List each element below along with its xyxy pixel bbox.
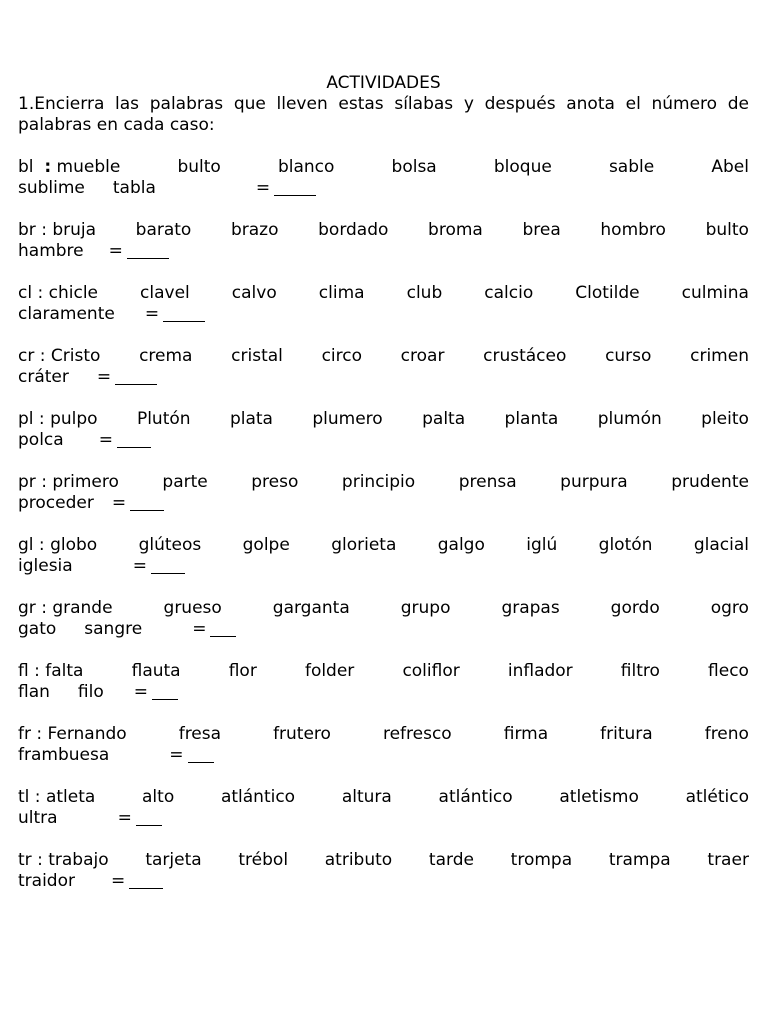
word[interactable]: trabajo [48,850,109,870]
answer-slot [111,871,163,892]
syllable-group [18,220,749,262]
word[interactable]: filo [77,682,104,702]
word[interactable]: iglesia [18,556,73,576]
word[interactable]: club [406,283,443,303]
syllable: pl [18,409,34,429]
answer-slot [118,808,162,829]
syllable-label [18,409,98,430]
syllable-group [18,535,749,577]
word[interactable]: calcio [484,283,534,303]
word[interactable]: glorieta [331,535,397,555]
word[interactable]: ultra [18,808,58,828]
word[interactable]: gato [18,619,57,639]
word[interactable]: planta [504,409,559,429]
answer-slot [109,241,169,262]
word[interactable]: flan [18,682,50,702]
equals-sign: = [132,556,147,576]
word[interactable]: fritura [600,724,653,744]
syllable-label [18,850,109,871]
syllable: cr [18,346,35,366]
word[interactable]: culmina [681,283,749,303]
syllable-separator: : [39,346,46,366]
word[interactable]: trompa [510,850,573,870]
equals-sign: = [111,493,127,513]
word[interactable]: bordado [318,220,389,240]
answer-blank[interactable] [127,243,169,259]
word[interactable]: fleco [708,661,749,681]
word-line [18,157,749,178]
word[interactable]: folder [304,661,355,681]
syllable: fr [18,724,31,744]
syllable-group [18,724,749,766]
syllable-separator: : [41,598,47,618]
word[interactable]: globo [50,535,98,555]
word[interactable]: clima [318,283,365,303]
word[interactable]: barato [135,220,192,240]
word[interactable]: bolsa [391,157,437,177]
word[interactable]: atributo [324,850,393,870]
equals-sign: = [192,619,207,639]
equals-sign: = [110,871,126,891]
word[interactable]: cristal [231,346,283,366]
word-line [18,220,749,241]
syllable-label [18,535,97,556]
word[interactable]: bloque [493,157,552,177]
syllable: tl [18,787,30,807]
word[interactable]: hombro [600,220,666,240]
syllable-label [18,220,96,241]
equals-sign: = [133,682,148,702]
word[interactable]: bulto [177,157,221,177]
word[interactable]: Plutón [136,409,191,429]
page-title: ACTIVIDADES [326,73,441,93]
answer-slot [134,682,178,703]
syllable-label [18,346,100,367]
answer-blank[interactable] [210,621,236,637]
word[interactable]: traidor [18,871,75,891]
syllable: br [18,220,36,240]
answer-slot [133,556,185,577]
answer-slot [256,178,316,199]
word[interactable]: glacial [693,535,749,555]
syllable-group [18,157,749,199]
syllable: bl [18,157,34,177]
syllable-group [18,472,749,514]
word[interactable]: crimen [690,346,749,366]
syllable-group [18,409,749,451]
equals-sign: = [144,304,160,324]
word[interactable]: crustáceo [483,346,567,366]
word-line-continued [18,367,749,388]
word[interactable]: preso [251,472,299,492]
word[interactable]: fresa [178,724,222,744]
word[interactable]: glúteos [138,535,202,555]
word-line-continued [18,493,749,514]
word-line [18,346,749,367]
word[interactable]: coliflor [402,661,460,681]
syllable-group [18,787,749,829]
answer-slot [169,745,213,766]
syllable-groups [18,157,749,892]
word-line-continued [18,178,749,199]
word-line [18,472,749,493]
word[interactable]: atlántico [220,787,296,807]
word-line [18,409,749,430]
word[interactable]: tabla [112,178,156,198]
word[interactable]: calvo [231,283,277,303]
answer-slot [112,493,164,514]
word[interactable]: grande [52,598,113,618]
syllable-group [18,283,749,325]
syllable-label [18,724,127,745]
word[interactable]: proceder [18,493,94,513]
syllable: pr [18,472,36,492]
answer-slot [99,430,151,451]
word-line-continued [18,682,749,703]
syllable-separator: : [37,283,44,303]
answer-blank[interactable] [152,684,178,700]
word-line [18,787,749,808]
equals-sign: = [96,367,112,387]
word[interactable]: alto [142,787,175,807]
syllable-label [18,157,120,178]
syllable-label [18,598,113,619]
word[interactable]: ogro [710,598,749,618]
syllable-label [18,661,83,682]
word[interactable]: curso [605,346,652,366]
word[interactable]: croar [400,346,445,366]
word[interactable]: galgo [437,535,485,555]
word[interactable]: grueso [163,598,222,618]
word-line-continued [18,871,749,892]
syllable-separator: : [36,724,43,744]
word[interactable]: sable [608,157,655,177]
word[interactable]: pulpo [50,409,98,429]
equals-sign: = [117,808,132,828]
answer-blank[interactable] [188,747,214,763]
syllable-separator: : [37,850,43,870]
word[interactable]: firma [503,724,549,744]
equals-sign: = [169,745,184,765]
word-line [18,850,749,871]
word[interactable]: flor [228,661,257,681]
word-line [18,535,749,556]
syllable-separator: : [41,220,47,240]
syllable: cl [18,283,33,303]
syllable-separator: : [38,409,45,429]
word[interactable]: chicle [48,283,98,303]
equals-sign: = [255,178,271,198]
word[interactable]: altura [341,787,392,807]
word-line [18,598,749,619]
word[interactable]: clavel [140,283,190,303]
word[interactable]: golpe [242,535,290,555]
word[interactable]: Clotilde [575,283,640,303]
answer-blank[interactable] [151,558,185,574]
word[interactable]: grapas [501,598,560,618]
word[interactable]: prudente [671,472,749,492]
answer-blank[interactable] [117,432,151,448]
word[interactable]: filtro [620,661,660,681]
syllable: fl [18,661,29,681]
word[interactable]: cráter [18,367,69,387]
word[interactable]: atlántico [438,787,513,807]
syllable: tr [18,850,32,870]
word[interactable]: sangre [84,619,143,639]
instruction-text: 1.Encierra las palabras que lleven estas sílabas y después anota el número de palabras en cada caso: [18,94,749,135]
syllable-separator: : [34,661,40,681]
syllable: gr [18,598,36,618]
answer-blank[interactable] [130,495,164,511]
word[interactable]: glotón [598,535,653,555]
worksheet [18,73,749,892]
word[interactable]: garganta [272,598,350,618]
word[interactable]: plumón [597,409,662,429]
word-line-continued [18,241,749,262]
word[interactable]: bruja [52,220,97,240]
word[interactable]: frambuesa [18,745,110,765]
word-line-continued [18,745,749,766]
word[interactable]: broma [428,220,483,240]
word[interactable]: purpura [560,472,628,492]
word[interactable]: plumero [312,409,383,429]
word[interactable]: claramente [18,304,115,324]
syllable: gl [18,535,34,555]
word[interactable]: trampa [608,850,671,870]
syllable-group [18,598,749,640]
answer-blank[interactable] [163,306,205,322]
word[interactable]: mueble [56,157,121,177]
word[interactable]: circo [321,346,362,366]
word[interactable]: atlético [685,787,749,807]
answer-blank[interactable] [274,180,316,196]
syllable-separator: : [41,472,47,492]
word-line-continued [18,808,749,829]
word-line-continued [18,304,749,325]
word[interactable]: sublime [18,178,85,198]
answer-blank[interactable] [129,873,163,889]
word[interactable]: principio [341,472,416,492]
word[interactable]: falta [45,661,84,681]
word[interactable]: pleito [701,409,749,429]
word[interactable]: crema [139,346,193,366]
word[interactable]: grupo [400,598,451,618]
word[interactable]: parte [162,472,208,492]
syllable-separator: : [44,157,52,177]
word[interactable]: hambre [18,241,84,261]
word[interactable]: gordo [610,598,660,618]
word-line-continued [18,619,749,640]
word[interactable]: primero [52,472,119,492]
answer-blank[interactable] [115,369,157,385]
word[interactable]: polca [18,430,64,450]
syllable-group [18,346,749,388]
word[interactable]: iglú [526,535,558,555]
word-line [18,283,749,304]
equals-sign: = [98,430,113,450]
word[interactable]: freno [704,724,749,744]
word[interactable]: brea [522,220,561,240]
answer-blank[interactable] [136,810,162,826]
word[interactable]: blanco [277,157,335,177]
word[interactable]: bulto [705,220,749,240]
word[interactable]: traer [707,850,749,870]
answer-slot [145,304,205,325]
word[interactable]: Abel [711,157,749,177]
word[interactable]: inflador [507,661,573,681]
syllable-group [18,850,749,892]
word[interactable]: prensa [458,472,517,492]
word[interactable]: atletismo [559,787,639,807]
syllable-label [18,283,98,304]
answer-slot [97,367,157,388]
word[interactable]: flauta [131,661,181,681]
word-line [18,724,749,745]
word[interactable]: Cristo [50,346,101,366]
word[interactable]: plata [229,409,273,429]
syllable-label [18,787,95,808]
syllable-separator: : [38,535,45,555]
equals-sign: = [108,241,123,261]
word[interactable]: tarde [428,850,474,870]
word[interactable]: frutero [273,724,331,744]
word[interactable]: refresco [382,724,452,744]
word-line [18,661,749,682]
word[interactable]: trébol [238,850,289,870]
word[interactable]: atleta [45,787,96,807]
answer-slot [192,619,236,640]
syllable-group [18,661,749,703]
word[interactable]: tarjeta [145,850,202,870]
word-line-continued [18,430,749,451]
word[interactable]: palta [422,409,466,429]
word[interactable]: brazo [230,220,279,240]
syllable-separator: : [34,787,41,807]
word[interactable]: Fernando [47,724,127,744]
word-line-continued [18,556,749,577]
syllable-label [18,472,119,493]
